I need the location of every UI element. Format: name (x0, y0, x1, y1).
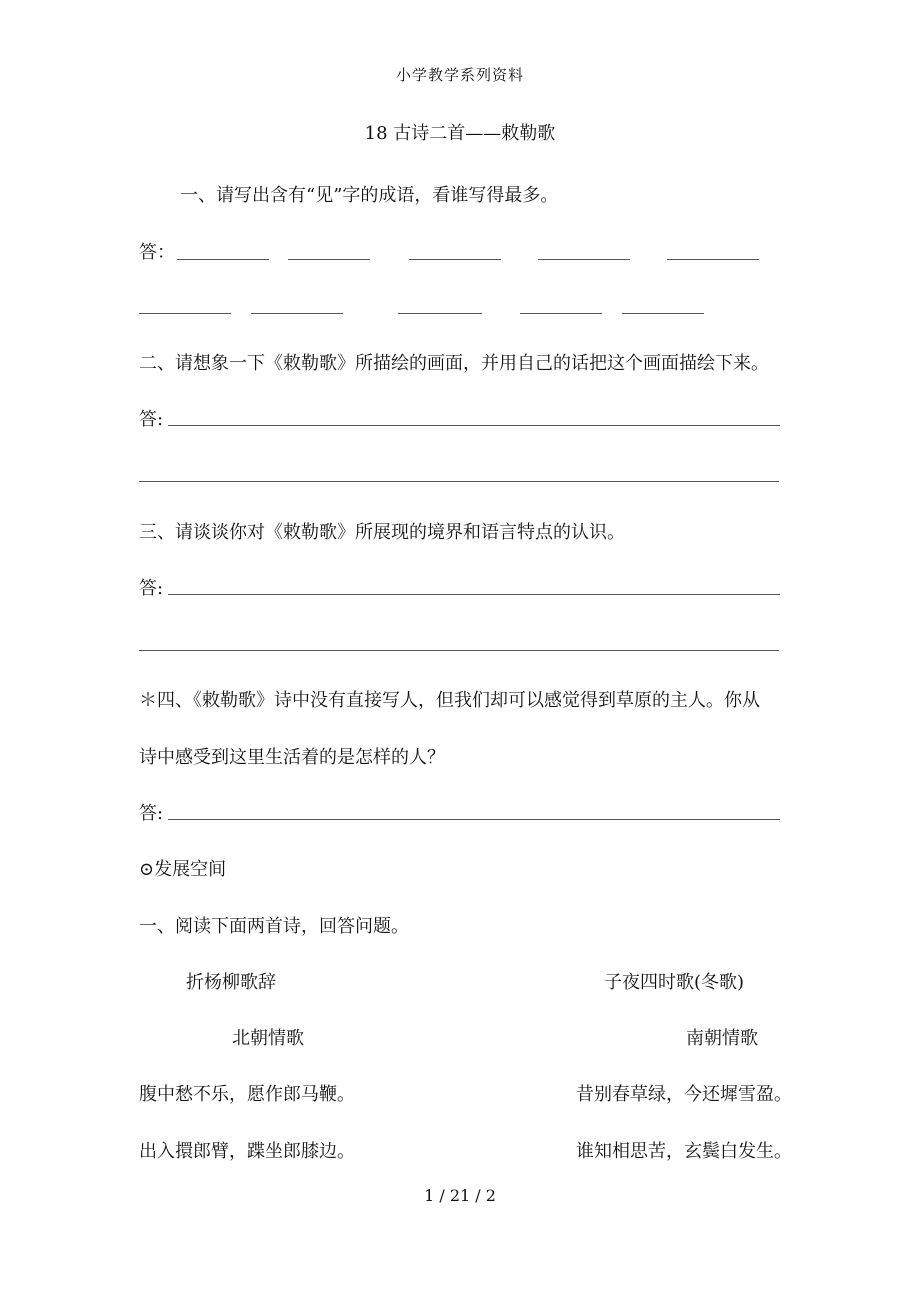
question-3-text: 三、请谈谈你对《敕勒歌》所展现的境界和语言特点的认识。 (139, 522, 625, 543)
answer-1-blank[interactable] (139, 313, 231, 314)
question-4-text-line2: 诗中感受到这里生活着的是怎样的人？ (139, 747, 445, 768)
answer-3-line[interactable] (139, 650, 779, 651)
answer-1-blank[interactable] (409, 259, 501, 260)
lesson-title: 18 古诗二首——敕勒歌 (364, 123, 556, 144)
poem-left-line: 出入擐郎臂，蹀坐郎膝边。 (139, 1141, 355, 1162)
poem-right-source: 南朝情歌 (686, 1028, 758, 1049)
page-number: 1 / 21 / 2 (424, 1186, 496, 1205)
question-1-text: 一、请写出含有“见”字的成语，看谁写得最多。 (180, 185, 559, 206)
poem-right-title: 子夜四时歌(冬歌) (604, 972, 745, 993)
poem-left-source: 北朝情歌 (232, 1028, 304, 1049)
answer-4-line[interactable] (168, 819, 780, 820)
question-4-text-line1: ＊四、《敕勒歌》诗中没有直接写人，但我们却可以感觉得到草原的主人。你从 (139, 690, 760, 711)
answer-2-label: 答: (139, 409, 164, 430)
answer-2-line[interactable] (139, 481, 779, 482)
question-2-text: 二、请想象一下《敕勒歌》所描绘的画面，并用自己的话把这个画面描绘下来。 (139, 353, 769, 374)
poem-right-line: 谁知相思苦，玄鬓白发生。 (576, 1141, 792, 1162)
answer-1-blank[interactable] (288, 259, 370, 260)
answer-3-label: 答: (139, 578, 164, 599)
answer-1-blank[interactable] (398, 313, 482, 314)
answer-3-line[interactable] (168, 594, 780, 595)
section-question-1: 一、阅读下面两首诗，回答问题。 (139, 916, 409, 937)
answer-2-line[interactable] (168, 425, 780, 426)
answer-1-blank[interactable] (622, 313, 704, 314)
answer-1-blank[interactable] (667, 259, 759, 260)
poem-right-line: 昔别春草绿，今还墀雪盈。 (576, 1084, 792, 1105)
answer-1-label: 答： (139, 242, 175, 263)
answer-1-blank[interactable] (538, 259, 630, 260)
poem-left-line: 腹中愁不乐，愿作郎马鞭。 (139, 1084, 355, 1105)
section-title: ⊙发展空间 (139, 859, 227, 880)
document-header: 小学教学系列资料 (395, 66, 524, 84)
answer-1-blank[interactable] (251, 313, 343, 314)
answer-1-blank[interactable] (520, 313, 602, 314)
answer-1-blank[interactable] (177, 259, 269, 260)
poem-left-title: 折杨柳歌辞 (186, 972, 276, 993)
answer-4-label: 答: (139, 803, 164, 824)
